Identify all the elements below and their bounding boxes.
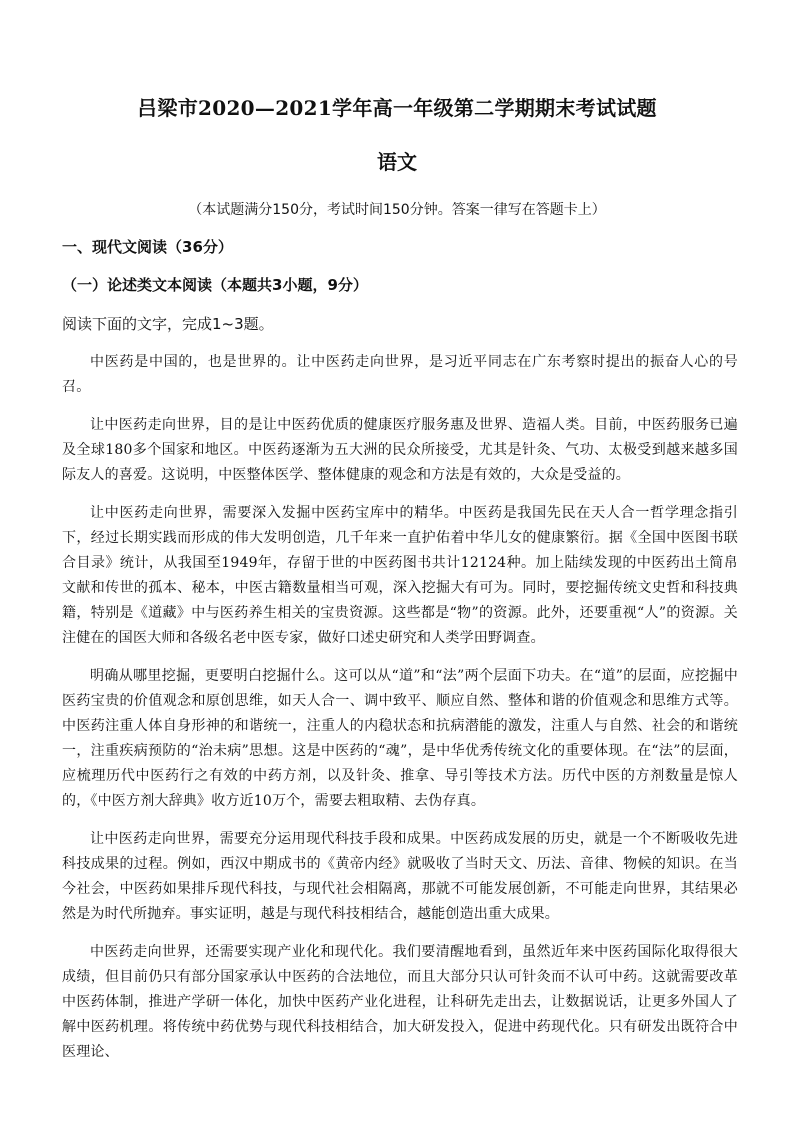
passage-paragraph: 中医药是中国的，也是世界的。让中医药走向世界，是习近平同志在广东考察时提出的振奋人心的号召。 xyxy=(62,354,738,395)
passage-paragraph: 中医药走向世界，还需要实现产业化和现代化。我们要清醒地看到，虽然近年来中医药国际化取得很大成绩，但目前仍只有部分国家承认中医药的合法地位，而且大部分只认可针灸而不认可中药。这就需要改革中医药体制，推进产学研一体化，加快中医药产业化进程，让科研先走出去，让数据说话，让更多外国人了解中医药机理。将传统中药优势与现代科技相结合，加大研发投入，促进中药现代化。只有研发出既符合中医理论、 xyxy=(62,944,738,1060)
reading-instruction: 阅读下面的文字，完成1~3题。 xyxy=(62,315,274,333)
passage-paragraph: 明确从哪里挖掘，更要明白挖掘什么。这可以从“道”和“法”两个层面下功夫。在“道”的层面，应挖掘中医药宝贵的价值观念和原创思维，如天人合一、调中致平、顺应自然、整体和谐的价值观念和思维方式等。中医药注重人体自身形神的和谐统一，注重人的内稳状态和抗病潜能的激发，注重人与自然、社会的和谐统一，注重疾病预防的“治未病”思想。这是中医药的“魂”，是中华优秀传统文化的重要体现。在“法”的层面，应梳理历代中医药行之有效的中药方剂，以及针灸、推拿、导引等技术方法。历代中医的方剂数量是惊人的，《中医方剂大辞典》收方近10万个，需要去粗取精、去伪存真。 xyxy=(62,668,738,809)
subject-title: 语文 xyxy=(377,150,417,174)
passage-paragraph: 让中医药走向世界，需要充分运用现代科技手段和成果。中医药成发展的历史，就是一个不断吸收先进科技成果的过程。例如，西汉中期成书的《黄帝内经》就吸收了当时天文、历法、音律、物候的知识。在当今社会，中医药如果排斥现代科技，与现代社会相隔离，那就不可能发展创新，不可能走向世界，其结果必然是为时代所抛弃。事实证明，越是与现代科技相结合，越能创造出重大成果。 xyxy=(62,831,738,922)
passage-paragraph: 让中医药走向世界，需要深入发掘中医药宝库中的精华。中医药是我国先民在天人合一哲学理念指引下，经过长期实践而形成的伟大发明创造，几千年来一直护佑着中华儿女的健康繁衍。据《全国中医图书联合目录》统计，从我国至1949年，存留于世的中医药图书共计12124种。加上陆续发现的中医药出土简帛文献和传世的孤本、秘本，中医古籍数量相当可观，深入挖掘大有可为。同时，要挖掘传统文史哲和科技典籍，特别是《道藏》中与医药养生相关的宝贵资源。这些都是“物”的资源。此外，还要重视“人”的资源。关注健在的国医大师和各级名老中医专家，做好口述史研究和人类学田野调查。 xyxy=(62,505,738,646)
reading-passage xyxy=(62,350,738,1078)
section-heading: 一、现代文阅读（36分） xyxy=(62,238,233,256)
exam-title: 吕梁市2020—2021学年高一年级第二学期期末考试试题 xyxy=(137,96,657,120)
subsection-heading: （一）论述类文本阅读（本题共3小题，9分） xyxy=(62,276,368,294)
exam-note: （本试题满分150分，考试时间150分钟。答案一律写在答题卡上） xyxy=(188,202,606,218)
passage-paragraph: 让中医药走向世界，目的是让中医药优质的健康医疗服务惠及世界、造福人类。目前，中医药服务已遍及全球180多个国家和地区。中医药逐渐为五大洲的民众所接受，尤其是针灸、气功、太极受到越来越多国际友人的喜爱。这说明，中医整体医学、整体健康的观念和方法是有效的，大众是受益的。 xyxy=(62,417,738,483)
